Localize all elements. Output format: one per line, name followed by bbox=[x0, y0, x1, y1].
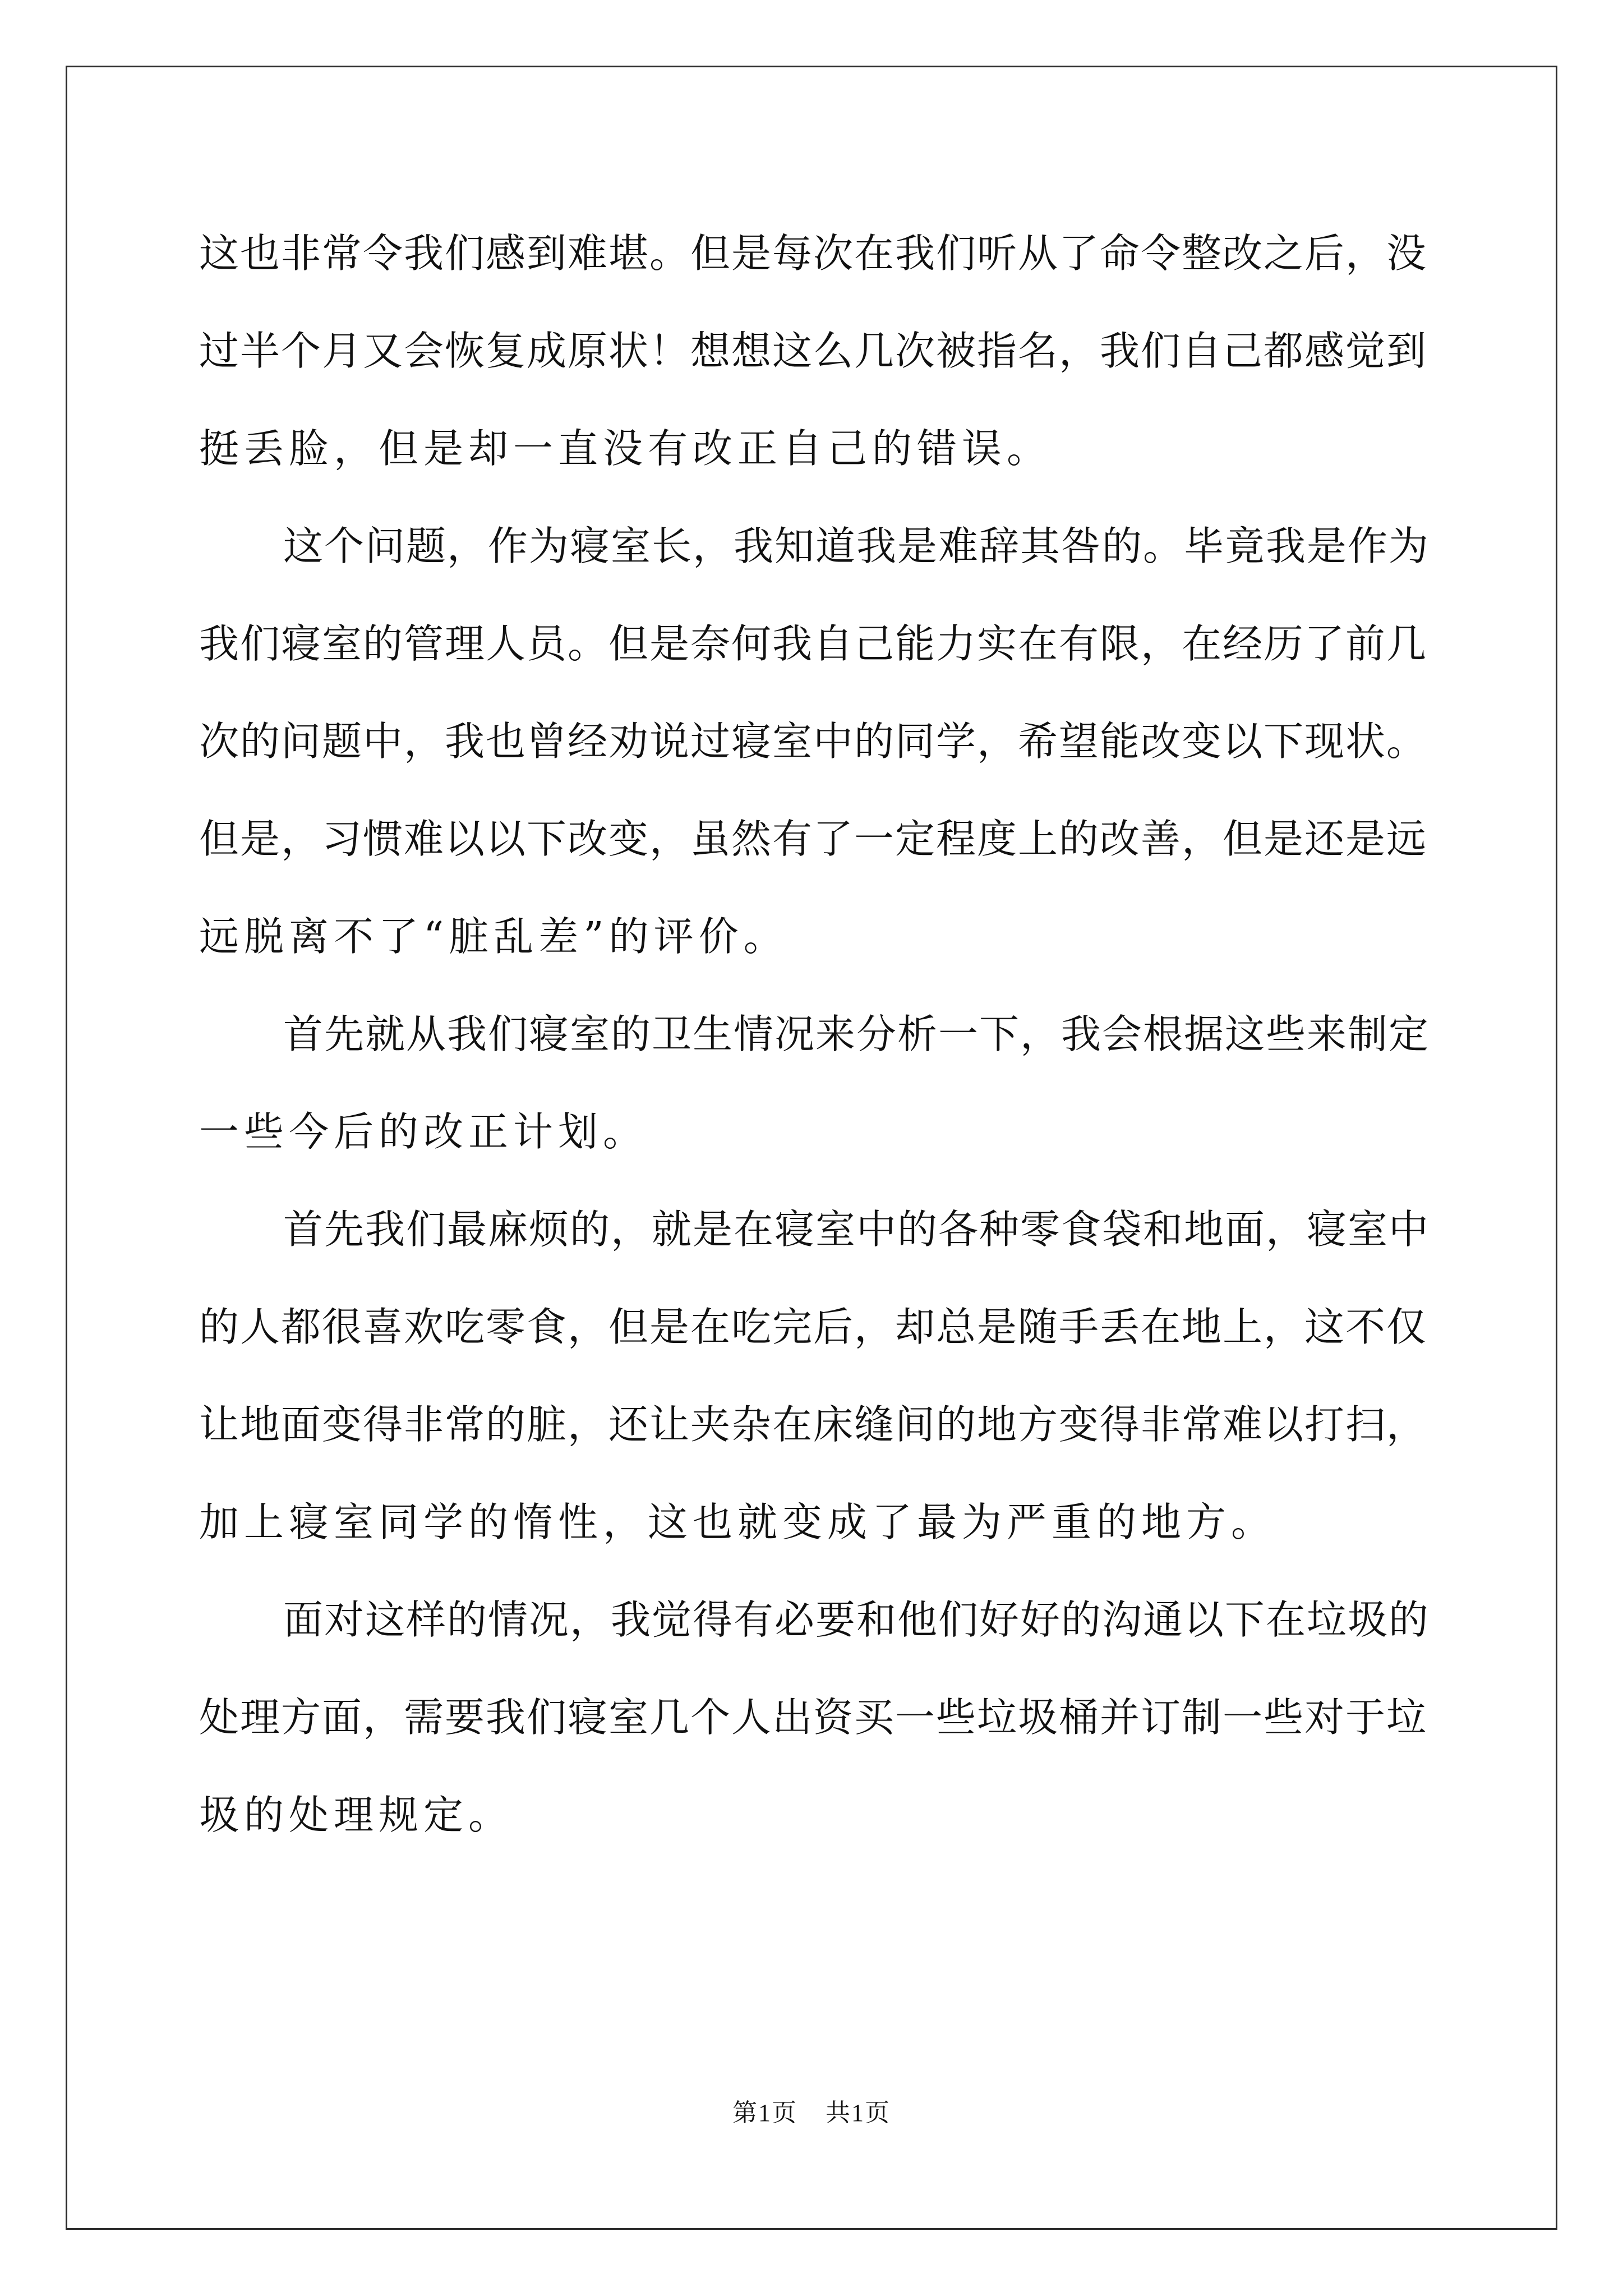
document-body bbox=[199, 205, 1433, 1864]
text-line: 但是，习惯难以以下改变，虽然有了一定程度上的改善，但是还是远 bbox=[199, 816, 1428, 862]
paragraph-first-line: 首先我们最麻烦的，就是在寝室中的各种零食袋和地面，寝室中 bbox=[283, 1206, 1430, 1253]
text-line: 的人都很喜欢吃零食，但是在吃完后，却总是随手丢在地上，这不仅 bbox=[199, 1304, 1428, 1350]
paragraph-first-line: 首先就从我们寝室的卫生情况来分析一下，我会根据这些来制定 bbox=[283, 1011, 1430, 1057]
text-line: 次的问题中，我也曾经劝说过寝室中的同学，希望能改变以下现状。 bbox=[199, 718, 1428, 765]
text-line: 这也非常令我们感到难堪。但是每次在我们听从了命令整改之后，没 bbox=[199, 230, 1428, 277]
text-line: 我们寝室的管理人员。但是奈何我自己能力实在有限，在经历了前几 bbox=[199, 620, 1428, 667]
page-number: 第1页 bbox=[732, 2099, 797, 2127]
paragraph-first-line: 面对这样的情况，我觉得有必要和他们好好的沟通以下在垃圾的 bbox=[283, 1596, 1430, 1643]
text-line: 过半个月又会恢复成原状！想想这么几次被指名，我们自己都感觉到 bbox=[199, 328, 1428, 374]
page-footer bbox=[0, 2092, 1623, 2128]
text-line: 圾的处理规定。 bbox=[199, 1792, 514, 1838]
text-line: 让地面变得非常的脏，还让夹杂在床缝间的地方变得非常难以打扫， bbox=[199, 1401, 1428, 1448]
page-count: 共1页 bbox=[826, 2099, 891, 2127]
text-line: 远脱离不了“脏乱差”的评价。 bbox=[199, 913, 789, 960]
text-line: 处理方面，需要我们寝室几个人出资买一些垃圾桶并订制一些对于垃 bbox=[199, 1694, 1428, 1741]
paragraph-first-line: 这个问题，作为寝室长，我知道我是难辞其咎的。毕竟我是作为 bbox=[283, 523, 1430, 569]
text-line: 一些今后的改正计划。 bbox=[199, 1108, 648, 1155]
text-line: 挺丢脸，但是却一直没有改正自己的错误。 bbox=[199, 425, 1052, 472]
text-line: 加上寝室同学的惰性，这也就变成了最为严重的地方。 bbox=[199, 1499, 1276, 1545]
